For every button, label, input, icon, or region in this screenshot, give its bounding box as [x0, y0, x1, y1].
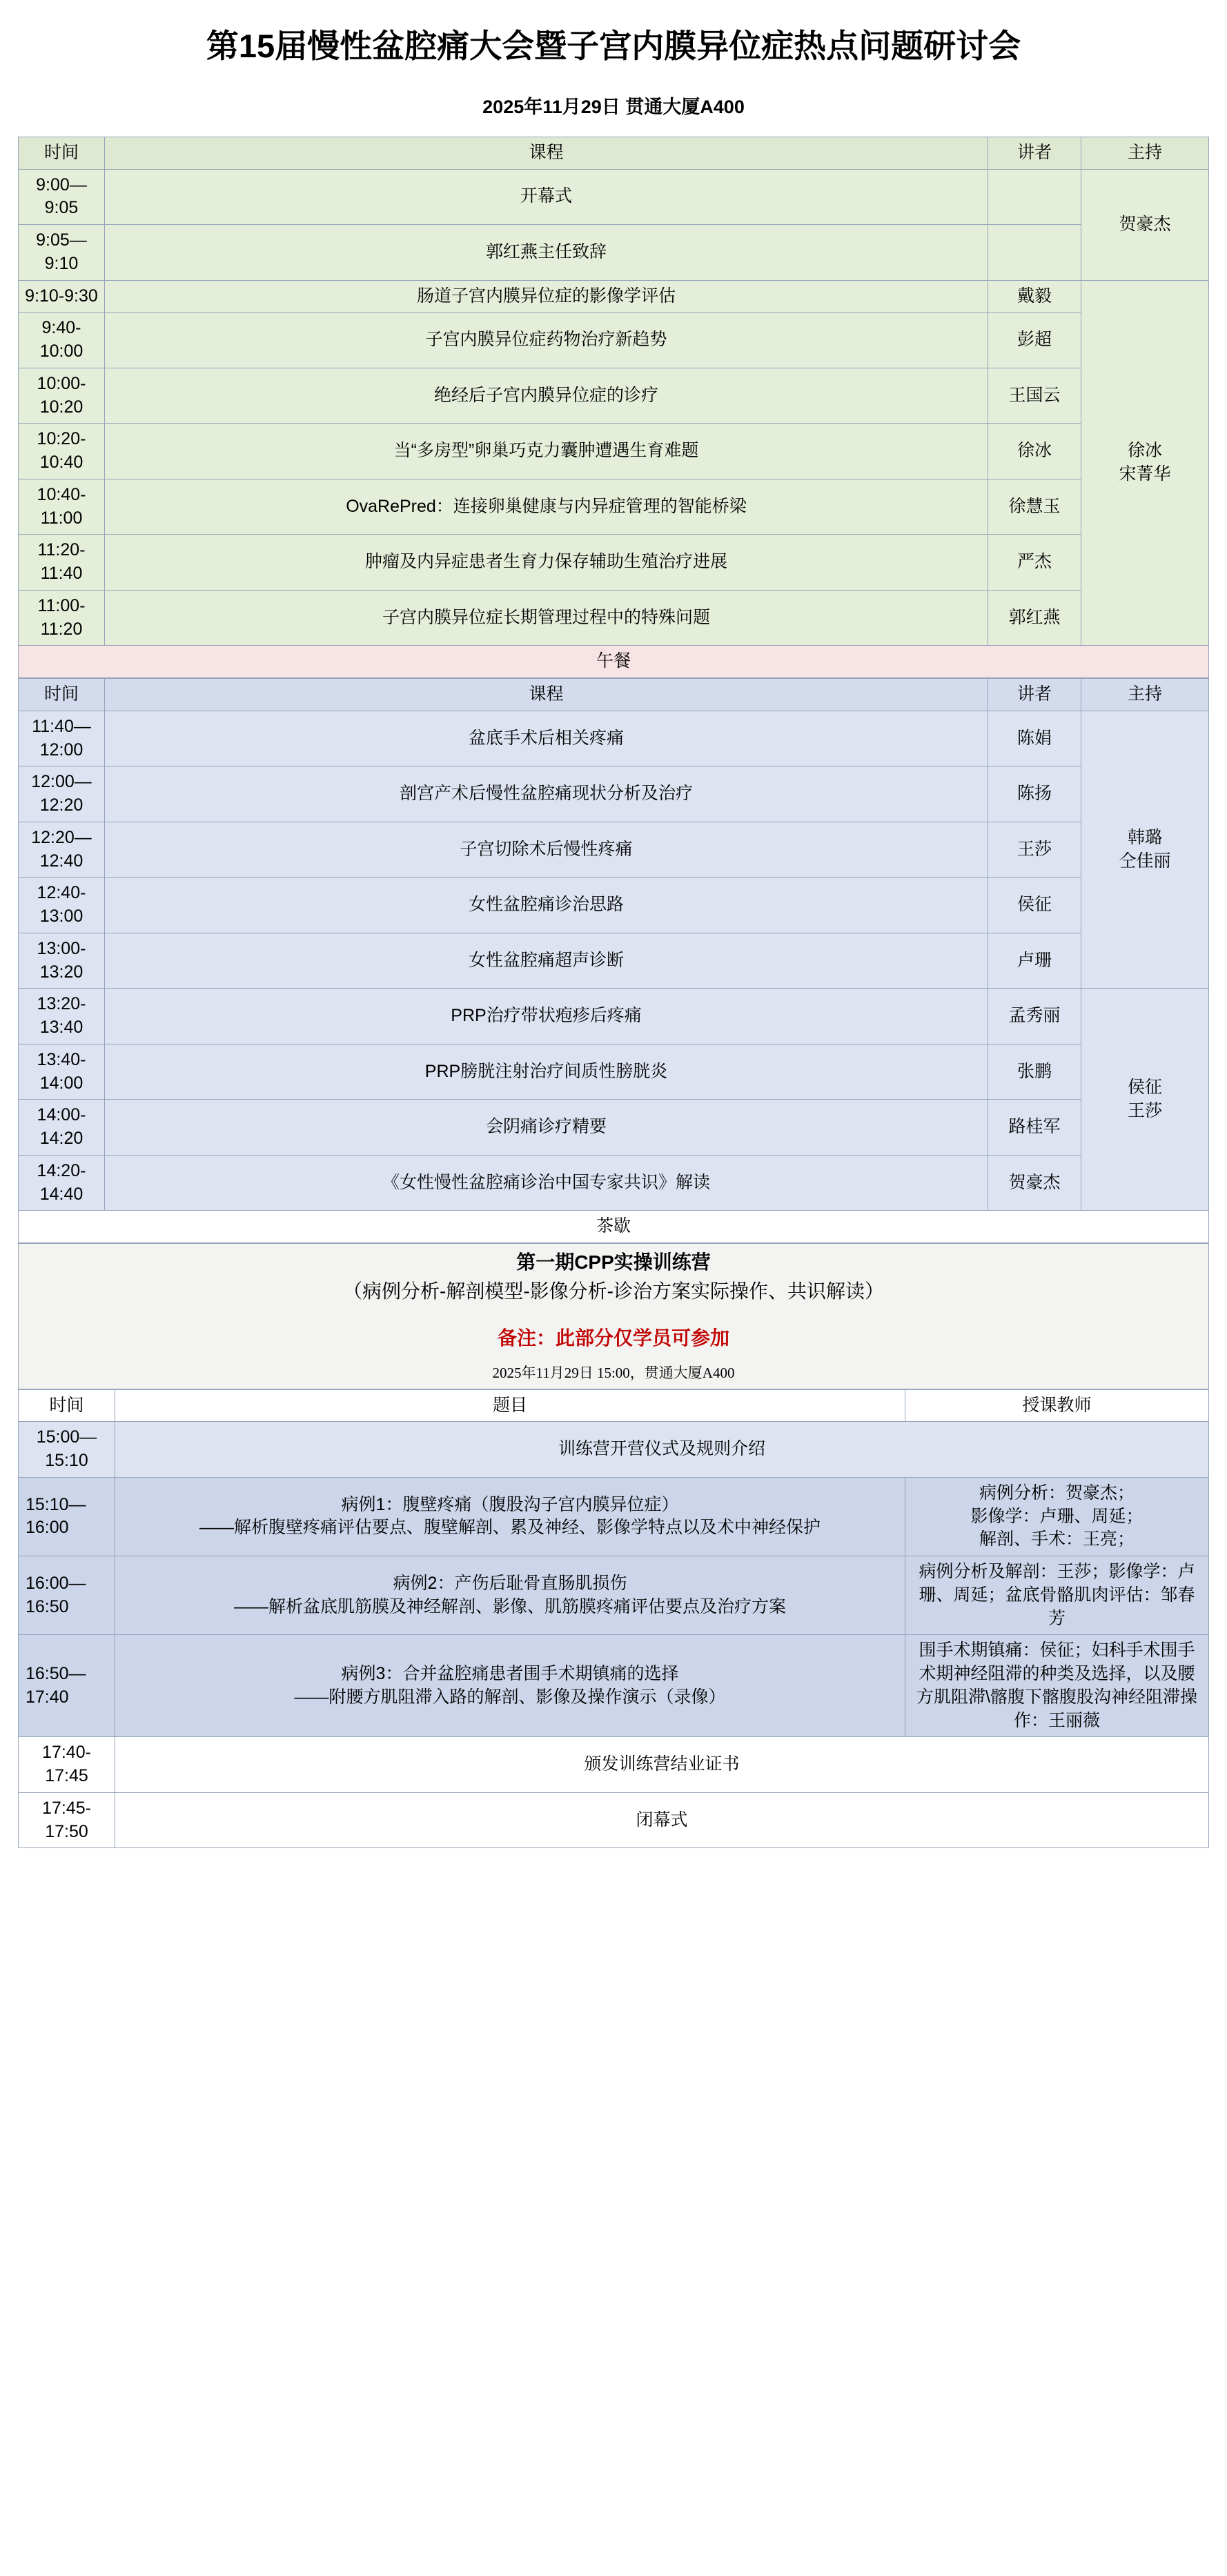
- table-row: [19, 711, 1209, 766]
- header-speaker: 讲者: [988, 679, 1081, 711]
- table-row: [19, 313, 1209, 368]
- afternoon-schedule-table: [18, 678, 1209, 1243]
- cell-time: 16:00—16:50: [19, 1556, 115, 1635]
- morning-schedule-table: [18, 137, 1209, 678]
- chair-name-line: 韩璐: [1127, 827, 1162, 847]
- cell-time: 15:10—16:00: [19, 1477, 115, 1556]
- cell-speaker: 孟秀丽: [988, 989, 1081, 1044]
- cell-topic: 病例1：腹壁疼痛（腹股沟子宫内膜异位症） ——解析腹壁疼痛评估要点、腹壁解剖、累及神经、影像学特点以及术中神经保护: [115, 1477, 905, 1556]
- lunch-label: 午餐: [19, 646, 1209, 678]
- table-row: [19, 225, 1209, 281]
- cell-course: 开幕式: [105, 169, 988, 225]
- table-row: [19, 169, 1209, 225]
- header-topic: 题目: [115, 1389, 905, 1422]
- header-time: 时间: [19, 679, 105, 711]
- cell-speaker: 路桂军: [988, 1100, 1081, 1156]
- cell-speaker: 彭超: [988, 313, 1081, 368]
- training-camp-banner-table: [18, 1243, 1209, 1389]
- cell-speaker: [988, 225, 1081, 281]
- cell-course: PRP膀胱注射治疗间质性膀胱炎: [105, 1044, 988, 1100]
- cell-time: 12:00—12:20: [19, 766, 105, 822]
- tea-break-row: [19, 1211, 1209, 1243]
- table-row: [19, 989, 1209, 1044]
- cell-course: 子宫切除术后慢性疼痛: [105, 822, 988, 878]
- table-row: [19, 479, 1209, 535]
- cell-time: 17:45-17:50: [19, 1792, 115, 1848]
- cell-time: 12:40-13:00: [19, 878, 105, 933]
- cell-chair: [1081, 989, 1209, 1211]
- chair-name-line: 宋菁华: [1119, 464, 1171, 484]
- cell-speaker: 王国云: [988, 368, 1081, 424]
- cell-time: 9:10-9:30: [19, 280, 105, 313]
- table-row: [19, 368, 1209, 424]
- cell-teacher: 围手术期镇痛：侯征；妇科手术围手术期神经阻滞的种类及选择，以及腰方肌阻滞\髂腹下髂腹股沟神经阻滞操作：王丽薇: [905, 1635, 1209, 1737]
- cell-course: 盆底手术后相关疼痛: [105, 711, 988, 766]
- cell-topic: 颁发训练营结业证书: [115, 1737, 1209, 1793]
- table-header-row: [19, 679, 1209, 711]
- cell-time: 13:40-14:00: [19, 1044, 105, 1100]
- cell-course: 剖宫产术后慢性盆腔痛现状分析及治疗: [105, 766, 988, 822]
- cell-speaker: 郭红燕: [988, 590, 1081, 646]
- cell-time: 16:50—17:40: [19, 1635, 115, 1737]
- camp-title: 第一期CPP实操训练营: [516, 1251, 711, 1273]
- cell-teacher: 病例分析及解剖：王莎；影像学：卢珊、周延；盆底骨骼肌肉评估：邹春芳: [905, 1556, 1209, 1635]
- cell-time: 9:05—9:10: [19, 225, 105, 281]
- cell-time: 17:40-17:45: [19, 1737, 115, 1793]
- cell-speaker: 王莎: [988, 822, 1081, 878]
- training-camp-banner: [19, 1244, 1209, 1389]
- cell-chair: [1081, 711, 1209, 989]
- header-speaker: 讲者: [988, 137, 1081, 169]
- header-time: 时间: [19, 137, 105, 169]
- chair-name-line: 仝佳丽: [1119, 851, 1171, 871]
- cell-course: 肿瘤及内异症患者生育力保存辅助生殖治疗进展: [105, 535, 988, 591]
- table-row: [19, 1155, 1209, 1211]
- header-course: 课程: [105, 679, 988, 711]
- header-teacher: 授课教师: [905, 1389, 1209, 1422]
- table-header-row: [19, 137, 1209, 169]
- cell-speaker: 陈娟: [988, 711, 1081, 766]
- cell-course: 肠道子宫内膜异位症的影像学评估: [105, 280, 988, 313]
- header-course: 课程: [105, 137, 988, 169]
- cell-course: 《女性慢性盆腔痛诊治中国专家共识》解读: [105, 1155, 988, 1211]
- cell-chair: 贺豪杰: [1081, 169, 1209, 280]
- cell-course: 绝经后子宫内膜异位症的诊疗: [105, 368, 988, 424]
- table-row: [19, 933, 1209, 989]
- cell-course: 子宫内膜异位症药物治疗新趋势: [105, 313, 988, 368]
- cell-speaker: 贺豪杰: [988, 1155, 1081, 1211]
- lunch-break-row: [19, 646, 1209, 678]
- tea-break-label: 茶歇: [19, 1211, 1209, 1243]
- table-row: [19, 424, 1209, 479]
- cell-speaker: 戴毅: [988, 280, 1081, 313]
- table-row: [19, 878, 1209, 933]
- cell-course: 郭红燕主任致辞: [105, 225, 988, 281]
- cell-topic: 病例3：合并盆腔痛患者围手术期镇痛的选择 ——附腰方肌阻滞入路的解剖、影像及操作演示（录像）: [115, 1635, 905, 1737]
- cell-time: 9:00—9:05: [19, 169, 105, 225]
- cell-course: 女性盆腔痛诊治思路: [105, 878, 988, 933]
- cell-time: 12:20—12:40: [19, 822, 105, 878]
- training-camp-schedule-table: [18, 1389, 1209, 1849]
- cell-speaker: 张鹏: [988, 1044, 1081, 1100]
- chair-name-line: 王莎: [1127, 1100, 1162, 1120]
- cell-speaker: [988, 169, 1081, 225]
- cell-teacher: 病例分析：贺豪杰； 影像学：卢珊、周延； 解剖、手术：王亮；: [905, 1477, 1209, 1556]
- table-header-row: [19, 1389, 1209, 1422]
- cell-time: 13:00-13:20: [19, 933, 105, 989]
- cell-course: 会阴痛诊疗精要: [105, 1100, 988, 1156]
- cell-speaker: 徐冰: [988, 424, 1081, 479]
- cell-topic: 训练营开营仪式及规则介绍: [115, 1422, 1209, 1478]
- table-row: [19, 766, 1209, 822]
- table-row: [19, 1477, 1209, 1556]
- cell-time: 15:00—15:10: [19, 1422, 115, 1478]
- cell-topic: 闭幕式: [115, 1792, 1209, 1848]
- cell-course: 子宫内膜异位症长期管理过程中的特殊问题: [105, 590, 988, 646]
- cell-time: 9:40-10:00: [19, 313, 105, 368]
- table-row: [19, 280, 1209, 313]
- page-subtitle: 2025年11月29日 贯通大厦A400: [482, 96, 745, 117]
- table-row: [19, 535, 1209, 591]
- page-title: 第15届慢性盆腔痛大会暨子宫内膜异位症热点问题研讨会: [206, 28, 1021, 64]
- cell-course: PRP治疗带状疱疹后疼痛: [105, 989, 988, 1044]
- cell-speaker: 卢珊: [988, 933, 1081, 989]
- cell-speaker: 徐慧玉: [988, 479, 1081, 535]
- header-chair: 主持: [1081, 137, 1209, 169]
- header-time: 时间: [19, 1389, 115, 1422]
- table-row: [19, 822, 1209, 878]
- cell-course: 女性盆腔痛超声诊断: [105, 933, 988, 989]
- cell-time: 11:20-11:40: [19, 535, 105, 591]
- cell-time: 10:20-10:40: [19, 424, 105, 479]
- cell-time: 13:20-13:40: [19, 989, 105, 1044]
- chair-name-line: 徐冰: [1127, 441, 1162, 461]
- table-row: [19, 1556, 1209, 1635]
- camp-note: 备注：此部分仅学员可参加: [497, 1327, 729, 1349]
- cell-speaker: 严杰: [988, 535, 1081, 591]
- cell-time: 10:40-11:00: [19, 479, 105, 535]
- cell-time: 14:00-14:20: [19, 1100, 105, 1156]
- table-row: [19, 590, 1209, 646]
- table-row: [19, 1044, 1209, 1100]
- cell-time: 11:40—12:00: [19, 711, 105, 766]
- table-row: [19, 1737, 1209, 1793]
- cell-speaker: 陈扬: [988, 766, 1081, 822]
- cell-course: 当“多房型”卵巢巧克力囊肿遭遇生育难题: [105, 424, 988, 479]
- chair-name-line: 侯征: [1127, 1078, 1162, 1097]
- cell-time: 11:00-11:20: [19, 590, 105, 646]
- table-row: [19, 1792, 1209, 1848]
- cell-topic: 病例2：产伤后耻骨直肠肌损伤 ——解析盆底肌筋膜及神经解剖、影像、肌筋膜疼痛评估要点及治疗方案: [115, 1556, 905, 1635]
- camp-datetime: 2025年11月29日 15:00，贯通大厦A400: [492, 1365, 735, 1381]
- cell-chair: [1081, 280, 1209, 646]
- cell-time: 14:20-14:40: [19, 1155, 105, 1211]
- header-chair: 主持: [1081, 679, 1209, 711]
- table-row: [19, 1635, 1209, 1737]
- cell-speaker: 侯征: [988, 878, 1081, 933]
- table-row: [19, 1100, 1209, 1156]
- cell-time: 10:00-10:20: [19, 368, 105, 424]
- camp-subtitle: （病例分析-解剖模型-影像分析-诊治方案实际操作、共识解读）: [343, 1280, 884, 1302]
- table-row: [19, 1422, 1209, 1478]
- cell-course: OvaRePred：连接卵巢健康与内异症管理的智能桥梁: [105, 479, 988, 535]
